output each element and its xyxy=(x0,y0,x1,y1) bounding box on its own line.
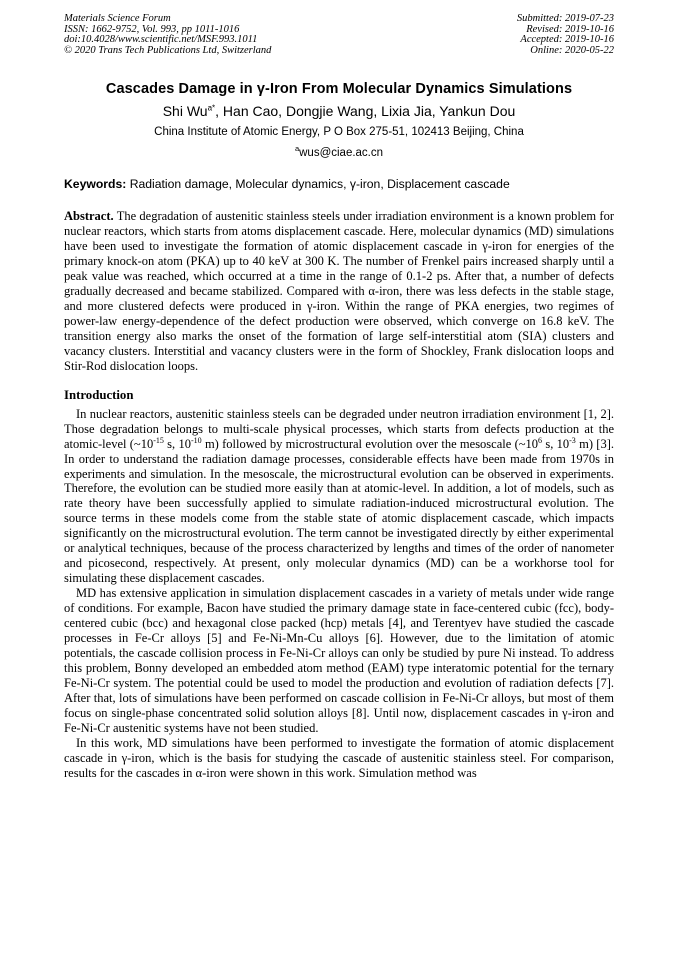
other-authors: , Han Cao, Dongjie Wang, Lixia Jia, Yankun Dou xyxy=(215,103,516,120)
abstract-label: Abstract. xyxy=(64,209,114,224)
intro-paragraph-3: In this work, MD simulations have been performed to investigate the formation of atomic displacement cascade in γ-iron, which is the basis for studying the cascade of austenitic stainless steel. For comparison, results for the cascades in α-iron were shown in this work. Simulation method was xyxy=(64,735,614,780)
publication-dates xyxy=(517,14,614,56)
author-email xyxy=(64,144,614,159)
intro-p1-exp-4: -3 xyxy=(569,435,576,445)
date-accepted: Accepted: 2019-10-16 xyxy=(520,34,614,46)
date-online: Online: 2020-05-22 xyxy=(530,44,614,56)
first-author-affil-mark: a* xyxy=(207,103,216,113)
journal-issn: ISSN: 1662-9752, Vol. 993, pp 1011-1016 xyxy=(64,23,240,35)
date-revised: Revised: 2019-10-16 xyxy=(526,23,614,35)
abstract-text: The degradation of austenitic stainless steels under irradiation environment is a known problem for nuclear reactors, which starts from atoms displacement cascade. Here, molecular dynamics (MD) simulations have been used to investigate the formation of atomic displacement cascade in γ-iron for energies of the primary knock-on atom (PKA) up to 40 keV at 300 K. The number of Frenkel pairs increased sharply until a peak value was reached, which occurred at a time in the range of 0.1-2 ps. After that, a number of defects gradually decreased and became stabilized. Compared with α-iron, there was less defects in the stable stage, and more clustered defects were produced in γ-iron. Within the range of PKA energies, two regimes of power-law energy-dependence of the defect production were observed, which converge on 16.8 keV. The transition energy also marks the onset of the formation of large self-interstitial atom (SIA) clusters and vacancy clusters. Interstitial and vacancy clusters were in the form of Shockley, Frank dislocation loops and Stir-Rod dislocation loops. xyxy=(64,209,614,373)
keywords xyxy=(64,177,614,191)
intro-paragraph-1 xyxy=(64,407,614,586)
journal-info xyxy=(64,14,271,56)
paper-page xyxy=(64,14,614,781)
intro-p1-text-a: In nuclear reactors, austenitic stainless steels can be degraded under neutron irradiation environment [1, 2]. Those degradation belongs to multi-scale physical processes, which starts from defects production at the atomic-level (~10 xyxy=(64,406,614,451)
intro-p1-text-b: s, 10 xyxy=(163,436,191,451)
keywords-label: Keywords: xyxy=(64,177,127,192)
intro-paragraph-2: MD has extensive application in simulation displacement cascades in a variety of metals under wide range of conditions. For example, Bacon have studied the primary damage state in face-centered cubic (fcc), body-centered cubic (bcc) and hexagonal close packed (hcp) metals [4], and Terentyev have studied the cascade processes in Fe-Cr alloys [5] and Fe-Ni-Mn-Cu alloys [6]. However, due to the limitation of atomic potentials, the cascade collision process in Fe-Ni-Cr alloys can only be studied by pure Ni instead. To address this problem, Bonny developed an embedded atom method (EAM) type interatomic potential for the ternary Fe-Ni-Cr system. The potential could be used to model the production and evolution of radiation defects [7]. After that, lots of simulations have been performed on cascade collision in Fe-Ni-Cr alloys, but most of them focus on single-phase concentrated solid solution alloys [8]. Until now, displacement cascades in γ-iron and Fe-Ni-Cr austenitic systems have not been studied. xyxy=(64,586,614,735)
intro-p1-exp-2: -10 xyxy=(190,435,202,445)
journal-copyright: © 2020 Trans Tech Publications Ltd, Switzerland xyxy=(64,44,272,56)
author-list xyxy=(64,103,614,119)
journal-doi: doi:10.4028/www.scientific.net/MSF.993.1011 xyxy=(64,34,258,46)
section-heading-introduction: Introduction xyxy=(64,387,134,402)
email-address: wus@ciae.ac.cn xyxy=(299,147,384,160)
first-author: Shi Wu xyxy=(162,103,208,120)
journal-name: Materials Science Forum xyxy=(64,13,171,24)
intro-p1-text-d: s, 10 xyxy=(542,436,570,451)
affiliation: China Institute of Atomic Energy, P O Box 275-51, 102413 Beijing, China xyxy=(154,126,524,139)
date-submitted: Submitted: 2019-07-23 xyxy=(516,13,614,24)
intro-p1-exp-3: 6 xyxy=(538,435,543,445)
intro-p1-exp-1: -15 xyxy=(153,435,164,445)
intro-p1-text-e: m) [3]. In order to understand the radiation damage processes, considerable effects have been made from 1970s in experiments and simulation. In the mesoscale, the microstructural evolution can be observed in experiments. Therefore, the evolution can be studied more easily than at atomic-level. In addition, a lot of models, such as rate theory have been successfully applied to simulate radiation-induced microstructural evolution. The source terms in these models come from the stable state of atomic displacement cascade, which impacts significantly on the microstructural evolution. The term cannot be investigated directly by either experimental or analytical techniques, because of the process characterized by lengths and times of the order of nanometer and picosecond, respectively. At present, only molecular dynamics (MD) can be a workhorse tool for simulating these displacement cascades. xyxy=(64,436,614,586)
abstract xyxy=(64,209,614,373)
paper-title: Cascades Damage in γ-Iron From Molecular Dynamics Simulations xyxy=(105,81,573,98)
intro-p1-text-c: m) followed by microstructural evolution over the mesoscale (~10 xyxy=(201,436,539,451)
keywords-text: Radiation damage, Molecular dynamics, γ-iron, Displacement cascade xyxy=(129,177,510,192)
page-header xyxy=(64,14,614,56)
email-mark: a xyxy=(294,144,300,154)
